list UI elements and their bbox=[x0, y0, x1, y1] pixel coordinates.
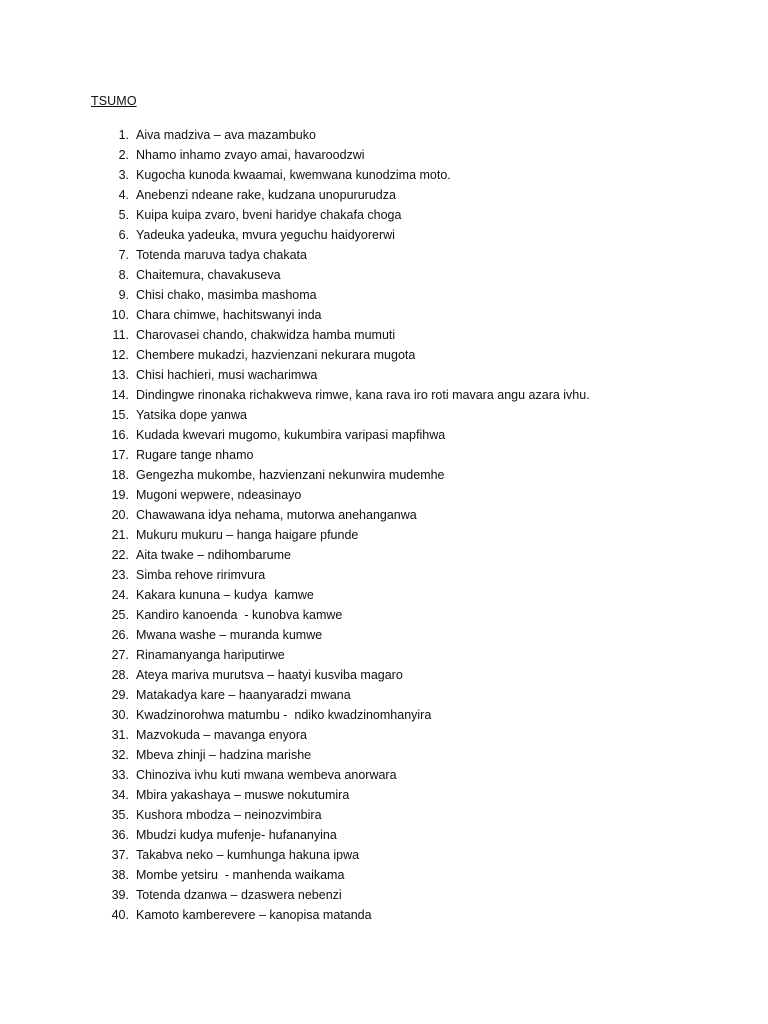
list-item-text: Matakadya kare – haanyaradzi mwana bbox=[136, 688, 351, 702]
list-item-number: 39. bbox=[111, 888, 129, 902]
list-item-text: Chisi chako, masimba mashoma bbox=[136, 288, 317, 302]
list-item-number: 24. bbox=[111, 588, 129, 602]
list-item-text: Chaitemura, chavakuseva bbox=[136, 268, 281, 282]
list-item-text: Kwadzinorohwa matumbu - ndiko kwadzinomhanyira bbox=[136, 708, 432, 722]
list-item-number: 9. bbox=[118, 288, 129, 302]
list-item-number: 20. bbox=[111, 508, 129, 522]
list-item-number: 7. bbox=[118, 248, 129, 262]
list-item bbox=[0, 365, 768, 385]
list-item-text: Mombe yetsiru - manhenda waikama bbox=[136, 868, 345, 882]
list-item bbox=[0, 805, 768, 825]
list-item-number: 28. bbox=[111, 668, 129, 682]
list-item-text: Anebenzi ndeane rake, kudzana unopururudza bbox=[136, 188, 396, 202]
list-item bbox=[0, 685, 768, 705]
list-item bbox=[0, 525, 768, 545]
list-item-text: Kuipa kuipa zvaro, bveni haridye chakafa choga bbox=[136, 208, 402, 222]
list-item bbox=[0, 505, 768, 525]
list-item-text: Mugoni wepwere, ndeasinayo bbox=[136, 488, 302, 502]
list-item bbox=[0, 625, 768, 645]
list-item-number: 21. bbox=[111, 528, 129, 542]
list-item bbox=[0, 545, 768, 565]
list-item bbox=[0, 585, 768, 605]
list-item-number: 31. bbox=[111, 728, 129, 742]
list-item bbox=[0, 425, 768, 445]
list-item-text: Kandiro kanoenda - kunobva kamwe bbox=[136, 608, 343, 622]
list-item bbox=[0, 205, 768, 225]
list-item-number: 29. bbox=[111, 688, 129, 702]
list-item-number: 13. bbox=[111, 368, 129, 382]
list-item-text: Mbira yakashaya – muswe nokutumira bbox=[136, 788, 350, 802]
list-item-text: Kakara kununa – kudya kamwe bbox=[136, 588, 314, 602]
list-item-text: Aiva madziva – ava mazambuko bbox=[136, 128, 316, 142]
list-item-text: Nhamo inhamo zvayo amai, havaroodzwi bbox=[136, 148, 365, 162]
list-item-number: 12. bbox=[111, 348, 129, 362]
list-item-number: 36. bbox=[111, 828, 129, 842]
page-title: TSUMO bbox=[91, 94, 137, 108]
list-item bbox=[0, 845, 768, 865]
list-item-number: 3. bbox=[118, 168, 129, 182]
list-item-text: Chinoziva ivhu kuti mwana wembeva anorwara bbox=[136, 768, 397, 782]
list-item-text: Chisi hachieri, musi wacharimwa bbox=[136, 368, 318, 382]
list-item bbox=[0, 445, 768, 465]
list-item-text: Mbudzi kudya mufenje- hufananyina bbox=[136, 828, 337, 842]
list-item-text: Charovasei chando, chakwidza hamba mumuti bbox=[136, 328, 396, 342]
list-item-text: Ateya mariva murutsva – haatyi kusviba magaro bbox=[136, 668, 403, 682]
list-item-number: 37. bbox=[111, 848, 129, 862]
list-item bbox=[0, 405, 768, 425]
list-item bbox=[0, 325, 768, 345]
list-item bbox=[0, 305, 768, 325]
list-item bbox=[0, 605, 768, 625]
list-item-number: 32. bbox=[111, 748, 129, 762]
list-item bbox=[0, 885, 768, 905]
list-item bbox=[0, 125, 768, 145]
list-item bbox=[0, 705, 768, 725]
list-item-text: Mbeva zhinji – hadzina marishe bbox=[136, 748, 312, 762]
list-item-number: 2. bbox=[118, 148, 129, 162]
list-item-text: Mazvokuda – mavanga enyora bbox=[136, 728, 307, 742]
list-item-number: 4. bbox=[118, 188, 129, 202]
list-item-number: 11. bbox=[112, 328, 129, 342]
list-item-text: Simba rehove ririmvura bbox=[136, 568, 266, 582]
list-item bbox=[0, 865, 768, 885]
list-item-number: 1. bbox=[118, 128, 129, 142]
list-item bbox=[0, 765, 768, 785]
list-item-text: Rugare tange nhamo bbox=[136, 448, 254, 462]
list-item-number: 26. bbox=[111, 628, 129, 642]
list-item-text: Chembere mukadzi, hazvienzani nekurara mugota bbox=[136, 348, 416, 362]
list-item-number: 30. bbox=[111, 708, 129, 722]
list-item-number: 19. bbox=[111, 488, 129, 502]
list-item bbox=[0, 245, 768, 265]
list-item-number: 25. bbox=[111, 608, 129, 622]
list-item-number: 14. bbox=[111, 388, 129, 402]
list-item-number: 16. bbox=[111, 428, 129, 442]
list-item bbox=[0, 485, 768, 505]
list-item-number: 33. bbox=[111, 768, 129, 782]
list-item-number: 27. bbox=[111, 648, 129, 662]
list-item-text: Totenda dzanwa – dzaswera nebenzi bbox=[136, 888, 342, 902]
list-item-number: 38. bbox=[111, 868, 129, 882]
list-item-text: Mukuru mukuru – hanga haigare pfunde bbox=[136, 528, 359, 542]
list-item-text: Gengezha mukombe, hazvienzani nekunwira mudemhe bbox=[136, 468, 445, 482]
list-item-text: Rinamanyanga hariputirwe bbox=[136, 648, 285, 662]
list-item bbox=[0, 185, 768, 205]
list-item-number: 8. bbox=[118, 268, 129, 282]
list-item bbox=[0, 265, 768, 285]
list-item bbox=[0, 385, 768, 405]
list-item-number: 35. bbox=[111, 808, 129, 822]
list-item-text: Chawawana idya nehama, mutorwa anehanganwa bbox=[136, 508, 417, 522]
list-item-text: Yatsika dope yanwa bbox=[136, 408, 247, 422]
list-item-text: Kamoto kamberevere – kanopisa matanda bbox=[136, 908, 372, 922]
list-item bbox=[0, 725, 768, 745]
list-item-text: Kugocha kunoda kwaamai, kwemwana kunodzima moto. bbox=[136, 168, 451, 182]
list-item-number: 6. bbox=[118, 228, 129, 242]
list-item-text: Totenda maruva tadya chakata bbox=[136, 248, 307, 262]
list-item-number: 18. bbox=[111, 468, 129, 482]
list-item bbox=[0, 465, 768, 485]
list-item bbox=[0, 825, 768, 845]
list-item bbox=[0, 665, 768, 685]
list-item-number: 15. bbox=[111, 408, 129, 422]
list-item-number: 17. bbox=[111, 448, 129, 462]
list-item bbox=[0, 785, 768, 805]
list-item-text: Aita twake – ndihombarume bbox=[136, 548, 291, 562]
list-item bbox=[0, 745, 768, 765]
list-item bbox=[0, 645, 768, 665]
list-item bbox=[0, 285, 768, 305]
list-item bbox=[0, 225, 768, 245]
list-item-number: 5. bbox=[118, 208, 129, 222]
list-item-text: Kushora mbodza – neinozvimbira bbox=[136, 808, 322, 822]
list-item-number: 10. bbox=[111, 308, 129, 322]
list-item bbox=[0, 165, 768, 185]
list-item bbox=[0, 565, 768, 585]
list-item-number: 40. bbox=[111, 908, 129, 922]
list-item bbox=[0, 345, 768, 365]
list-item bbox=[0, 905, 768, 925]
list-item-text: Takabva neko – kumhunga hakuna ipwa bbox=[136, 848, 360, 862]
proverb-list bbox=[0, 125, 768, 925]
list-item-text: Chara chimwe, hachitswanyi inda bbox=[136, 308, 322, 322]
list-item bbox=[0, 145, 768, 165]
list-item-number: 23. bbox=[111, 568, 129, 582]
list-item-text: Yadeuka yadeuka, mvura yeguchu haidyorerwi bbox=[136, 228, 395, 242]
list-item-text: Mwana washe – muranda kumwe bbox=[136, 628, 323, 642]
list-item-number: 34. bbox=[111, 788, 129, 802]
list-item-text: Dindingwe rinonaka richakweva rimwe, kana rava iro roti mavara angu azara ivhu. bbox=[136, 388, 590, 402]
list-item-number: 22. bbox=[111, 548, 129, 562]
list-item-text: Kudada kwevari mugomo, kukumbira varipasi mapfihwa bbox=[136, 428, 446, 442]
